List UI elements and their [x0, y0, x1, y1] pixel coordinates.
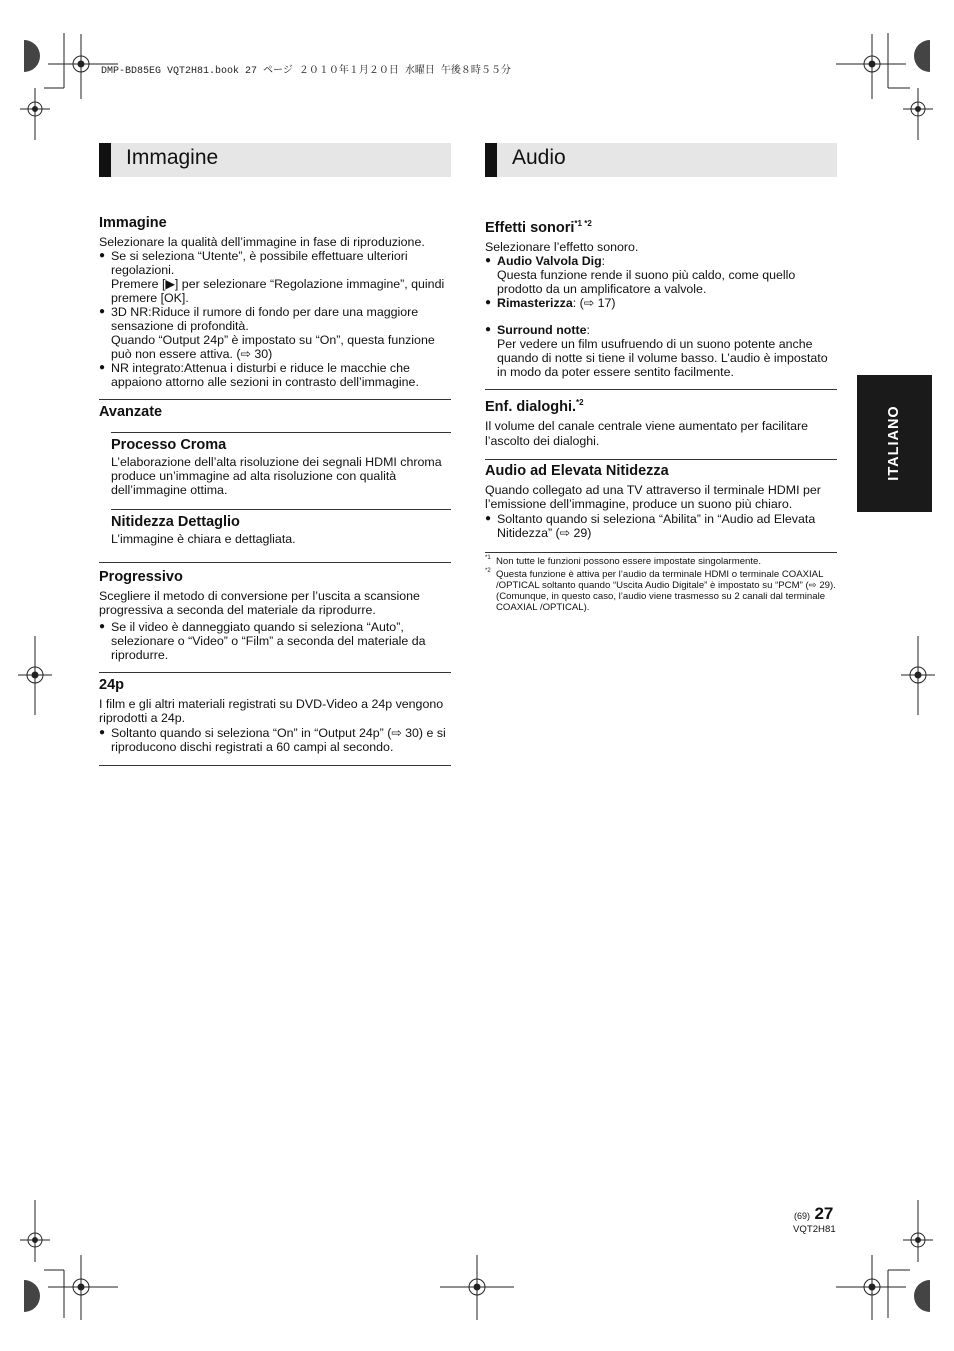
list-item: ● Surround notte: Per vedere un film usufruendo di un suono potente anche quando di notte si tiene il volume basso. L’audio è impostato in modo da poter essere sentito facilmente. — [485, 322, 828, 379]
section-header-bar — [485, 143, 497, 177]
list-item: ● Se si seleziona “Utente”, è possibile effettuare ulteriori regolazioni. Premere [▶] per selezionare “Regolazione immagine”, quindi premere [OK]. — [99, 249, 445, 305]
24p-heading: 24p — [99, 677, 124, 693]
immagine-intro: Selezionare la qualità dell’immagine in fase di riproduzione. — [99, 235, 425, 249]
dialoghi-heading: Enf. dialoghi.$^{*2}$ — [485, 397, 584, 415]
24p-block — [99, 677, 451, 754]
nitidezza-heading: Nitidezza Dettaglio — [111, 514, 240, 530]
immagine-column — [99, 143, 451, 766]
elevata-text: Quando collegato ad una TV attraverso il terminale HDMI per l’emissione dell’immagine, produce un suono più chiaro. — [485, 482, 821, 511]
section-header-immagine — [99, 143, 451, 177]
page-ref: (69) — [794, 1211, 811, 1221]
section-header-audio — [485, 143, 837, 177]
list-item: ● Rimasterizza: (⇨ 17) — [485, 295, 616, 310]
section-title: Audio — [512, 146, 566, 169]
list-item: ● Se il video è danneggiato quando si seleziona “Auto”, selezionare o “Video” o “Film” a seconda del materiale da riprodurre. — [99, 620, 426, 662]
page-number-value: 27 — [814, 1204, 834, 1223]
section-title: Immagine — [126, 146, 219, 169]
effetti-heading: Effetti sonori$^{*1 *2}$ — [485, 219, 592, 236]
processo-croma-text: L’elaborazione dell’alta risoluzione dei segnali HDMI chroma produce un’immagine ad alta risoluzione con qualità dell’immagine ottima. — [111, 455, 442, 497]
progressivo-text: Scegliere il metodo di conversione per l’uscita a scansione progressiva a seconda del materiale da riprodurre. — [99, 589, 420, 617]
progressivo-block — [99, 569, 451, 662]
elevata-heading: Audio ad Elevata Nitidezza — [485, 462, 669, 479]
page-number — [794, 1204, 833, 1224]
section-header-bar — [99, 143, 111, 177]
elevata-block — [485, 463, 837, 540]
file-info: DMP-BD85EG VQT2H81.book 27 ページ ２０１０年１月２０日 水曜日 午後８時５５分 — [101, 66, 511, 77]
audio-column — [485, 143, 837, 613]
footnote-2: *2 Questa funzione è attiva per l’audio da terminale HDMI o terminale COAXIAL /OPTICAL soltanto quando “Uscita Audio Digitale” è impostato su “PCM” (⇨ 29). (Comunque, in questo caso, l’audio viene trasmesso su 2 canali dal terminale COAXIAL /OPTICAL). — [485, 567, 836, 613]
avanzate-block — [99, 404, 451, 546]
doc-id: VQT2H81 — [793, 1224, 836, 1235]
footnote-1: *1 Non tutte le funzioni possono essere impostate singolarmente. — [485, 554, 762, 567]
processo-croma-heading: Processo Croma — [111, 437, 227, 453]
list-item: ● Audio Valvola Dig: Questa funzione rende il suono più caldo, come quello prodotto da un amplificatore a valvole. — [485, 253, 796, 296]
progressivo-heading: Progressivo — [99, 569, 183, 585]
immagine-heading: Immagine — [99, 215, 167, 231]
language-tab — [857, 375, 932, 512]
list-item: ● Soltanto quando si seleziona “Abilita” in “Audio ad Elevata Nitidezza” (⇨ 29) — [485, 511, 816, 540]
list-item: ● 3D NR:Riduce il rumore di fondo per dare una maggiore sensazione di profondità. Quando “Output 24p” è impostato su “On”, questa funzione può non essere attiva. (⇨ 30) — [99, 305, 435, 361]
list-item: ● NR integrato:Attenua i disturbi e riduce le macchie che appaiono attorno alle sezioni in contrasto dell’immagine. — [99, 361, 419, 389]
footnotes — [485, 556, 837, 613]
dialoghi-text: Il volume del canale centrale viene aumentato per facilitare l’ascolto dei dialoghi. — [485, 418, 809, 448]
dialoghi-block — [485, 394, 837, 449]
avanzate-heading: Avanzate — [99, 404, 163, 420]
immagine-block — [99, 215, 451, 389]
effetti-block — [485, 215, 837, 379]
nitidezza-text: L’immagine è chiara e dettagliata. — [111, 532, 296, 546]
language-tab-label: ITALIANO — [886, 405, 902, 481]
24p-text: I film e gli altri materiali registrati su DVD-Video a 24p vengono riprodotti a 24p. — [99, 697, 444, 725]
list-item: ● Soltanto quando si seleziona “On” in “Output 24p” (⇨ 30) e si riproducono dischi registrati a 60 campi al secondo. — [99, 726, 446, 754]
effetti-intro: Selezionare l’effetto sonoro. — [485, 239, 639, 254]
